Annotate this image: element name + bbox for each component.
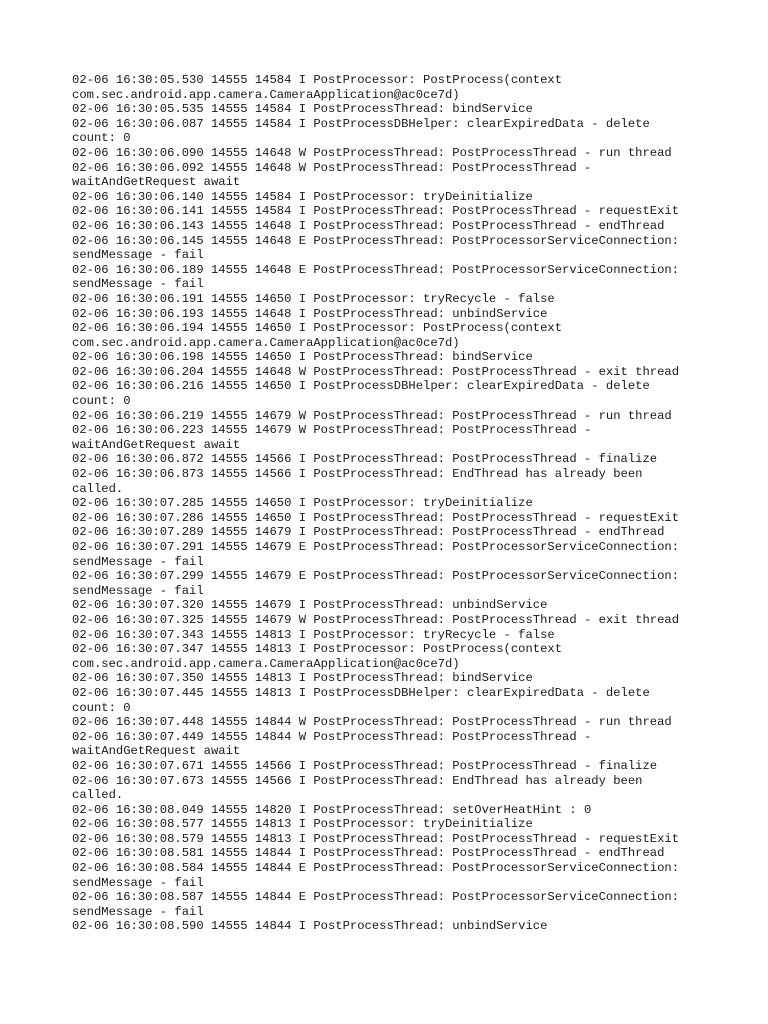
log-text-block <box>72 73 712 934</box>
log-line: 02-06 16:30:07.343 14555 14813 I PostProcessor: tryRecycle - false <box>72 627 555 642</box>
log-line: com.sec.android.app.camera.CameraApplication@ac0ce7d) <box>72 87 460 102</box>
log-line: 02-06 16:30:06.194 14555 14650 I PostProcessor: PostProcess(context <box>72 321 563 336</box>
log-line: 02-06 16:30:07.325 14555 14679 W PostProcessThread: PostProcessThread - exit thread <box>72 612 680 627</box>
log-line: 02-06 16:30:07.673 14555 14566 I PostProcessThread: EndThread has already been <box>72 773 643 788</box>
log-line: 02-06 16:30:06.873 14555 14566 I PostProcessThread: EndThread has already been <box>72 467 643 482</box>
log-line: count: 0 <box>72 700 131 715</box>
log-line: 02-06 16:30:06.145 14555 14648 E PostProcessThread: PostProcessorServiceConnection: <box>72 233 680 248</box>
log-line: 02-06 16:30:07.285 14555 14650 I PostProcessor: tryDeinitialize <box>72 496 533 511</box>
log-line: count: 0 <box>72 394 131 409</box>
log-line: 02-06 16:30:07.286 14555 14650 I PostProcessThread: PostProcessThread - requestExit <box>72 510 680 525</box>
log-line: 02-06 16:30:08.579 14555 14813 I PostProcessThread: PostProcessThread - requestExit <box>72 831 680 846</box>
log-line: 02-06 16:30:07.449 14555 14844 W PostProcessThread: PostProcessThread - <box>72 729 592 744</box>
log-line: 02-06 16:30:07.671 14555 14566 I PostProcessThread: PostProcessThread - finalize <box>72 758 658 773</box>
log-line: 02-06 16:30:06.204 14555 14648 W PostProcessThread: PostProcessThread - exit thread <box>72 364 680 379</box>
log-line: 02-06 16:30:06.143 14555 14648 I PostProcessThread: PostProcessThread - endThread <box>72 218 665 233</box>
log-line: sendMessage - fail <box>72 554 204 569</box>
log-line: 02-06 16:30:08.577 14555 14813 I PostProcessor: tryDeinitialize <box>72 817 533 832</box>
log-line: called. <box>72 481 124 496</box>
log-line: 02-06 16:30:07.320 14555 14679 I PostProcessThread: unbindService <box>72 598 548 613</box>
log-line: 02-06 16:30:06.141 14555 14584 I PostProcessThread: PostProcessThread - requestExit <box>72 204 680 219</box>
log-line: 02-06 16:30:07.448 14555 14844 W PostProcessThread: PostProcessThread - run thread <box>72 715 672 730</box>
log-line: sendMessage - fail <box>72 583 204 598</box>
log-line: 02-06 16:30:07.299 14555 14679 E PostProcessThread: PostProcessorServiceConnection: <box>72 569 680 584</box>
log-line: 02-06 16:30:06.198 14555 14650 I PostProcessThread: bindService <box>72 350 533 365</box>
log-line: 02-06 16:30:05.530 14555 14584 I PostProcessor: PostProcess(context <box>72 73 563 87</box>
log-line: 02-06 16:30:07.289 14555 14679 I PostProcessThread: PostProcessThread - endThread <box>72 525 665 540</box>
log-line: waitAndGetRequest await <box>72 744 241 759</box>
log-line: 02-06 16:30:06.191 14555 14650 I PostProcessor: tryRecycle - false <box>72 291 555 306</box>
log-line: 02-06 16:30:06.193 14555 14648 I PostProcessThread: unbindService <box>72 306 548 321</box>
log-line: 02-06 16:30:08.049 14555 14820 I PostProcessThread: setOverHeatHint : 0 <box>72 802 592 817</box>
log-line: sendMessage - fail <box>72 277 204 292</box>
log-line: count: 0 <box>72 131 131 146</box>
log-line: 02-06 16:30:07.350 14555 14813 I PostProcessThread: bindService <box>72 671 533 686</box>
log-line: com.sec.android.app.camera.CameraApplication@ac0ce7d) <box>72 656 460 671</box>
log-line: 02-06 16:30:08.581 14555 14844 I PostProcessThread: PostProcessThread - endThread <box>72 846 665 861</box>
log-line: sendMessage - fail <box>72 904 204 919</box>
log-line: sendMessage - fail <box>72 248 204 263</box>
log-line: 02-06 16:30:06.223 14555 14679 W PostProcessThread: PostProcessThread - <box>72 423 592 438</box>
log-line: waitAndGetRequest await <box>72 175 241 190</box>
log-line: 02-06 16:30:06.189 14555 14648 E PostProcessThread: PostProcessorServiceConnection: <box>72 262 680 277</box>
log-line: 02-06 16:30:06.092 14555 14648 W PostProcessThread: PostProcessThread - <box>72 160 592 175</box>
log-line: 02-06 16:30:07.445 14555 14813 I PostProcessDBHelper: clearExpiredData - delete <box>72 685 650 700</box>
log-line: waitAndGetRequest await <box>72 437 241 452</box>
log-line: 02-06 16:30:08.587 14555 14844 E PostProcessThread: PostProcessorServiceConnection: <box>72 890 680 905</box>
log-line: 02-06 16:30:06.140 14555 14584 I PostProcessor: tryDeinitialize <box>72 189 533 204</box>
log-line: 02-06 16:30:08.584 14555 14844 E PostProcessThread: PostProcessorServiceConnection: <box>72 861 680 876</box>
log-line: 02-06 16:30:08.590 14555 14844 I PostProcessThread: unbindService <box>72 919 548 934</box>
log-line: com.sec.android.app.camera.CameraApplication@ac0ce7d) <box>72 335 460 350</box>
log-line: 02-06 16:30:07.291 14555 14679 E PostProcessThread: PostProcessorServiceConnection: <box>72 540 680 554</box>
log-line: 02-06 16:30:06.087 14555 14584 I PostProcessDBHelper: clearExpiredData - delete <box>72 116 650 131</box>
log-line: 02-06 16:30:06.090 14555 14648 W PostProcessThread: PostProcessThread - run thread <box>72 145 672 160</box>
log-line: 02-06 16:30:06.872 14555 14566 I PostProcessThread: PostProcessThread - finalize <box>72 452 658 467</box>
log-line: 02-06 16:30:06.216 14555 14650 I PostProcessDBHelper: clearExpiredData - delete <box>72 379 650 394</box>
log-line: 02-06 16:30:07.347 14555 14813 I PostProcessor: PostProcess(context <box>72 642 563 657</box>
log-line: called. <box>72 788 124 803</box>
log-line: 02-06 16:30:06.219 14555 14679 W PostProcessThread: PostProcessThread - run thread <box>72 408 672 423</box>
log-line: 02-06 16:30:05.535 14555 14584 I PostProcessThread: bindService <box>72 102 533 117</box>
log-line: sendMessage - fail <box>72 875 204 890</box>
